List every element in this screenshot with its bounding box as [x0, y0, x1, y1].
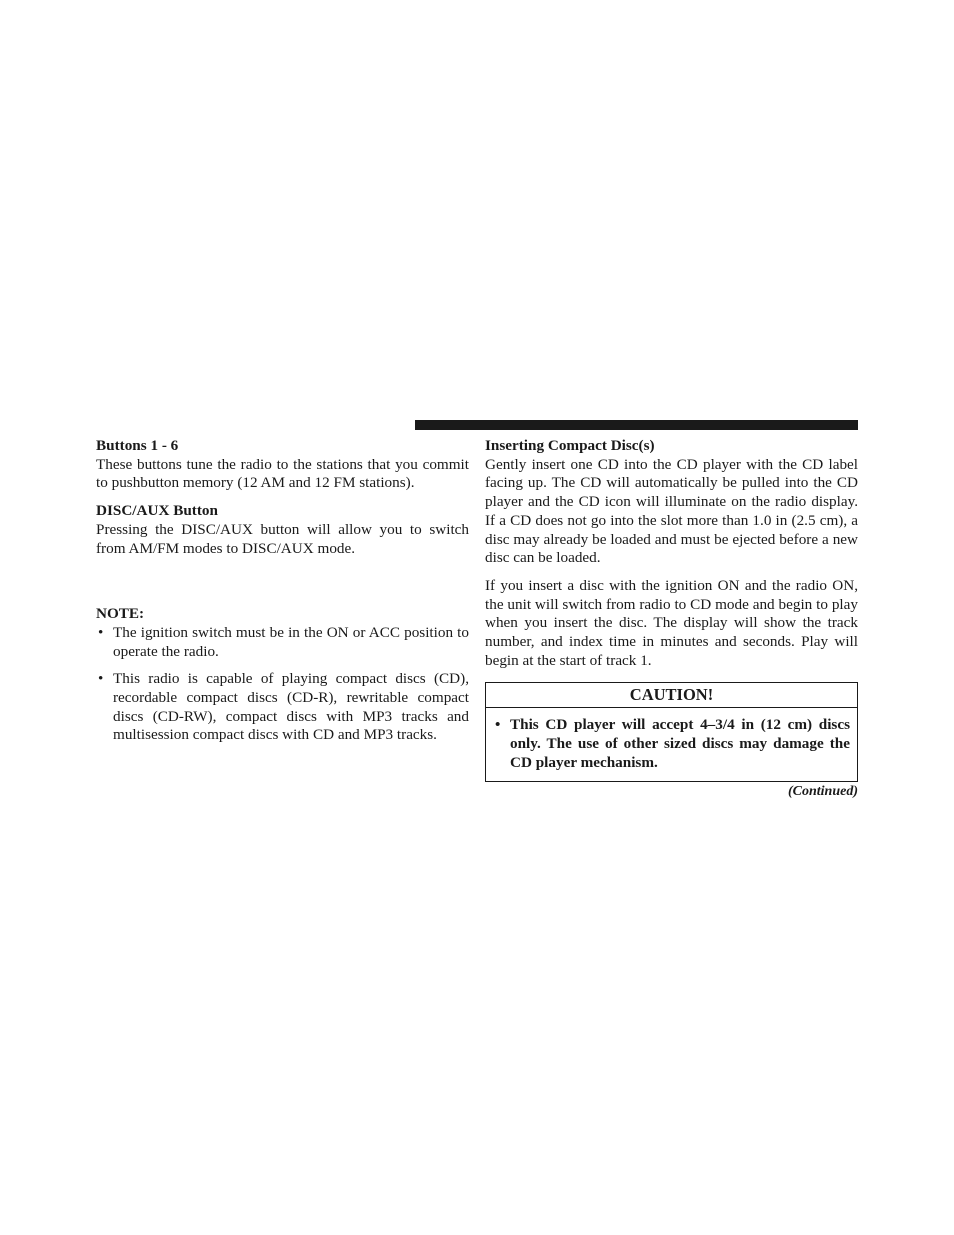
right-column: [485, 437, 858, 801]
note-list: [96, 624, 469, 745]
note-item: [96, 624, 469, 661]
disc-aux-description: Pressing the DISC/AUX button will allow you to switch from AM/FM modes to DISC/AUX mode.: [96, 520, 469, 557]
inserting-heading: Inserting Compact Disc(s): [485, 437, 655, 454]
continued-label: (Continued): [787, 783, 858, 799]
note-item-text: The ignition switch must be in the ON or ACC position to operate the radio.: [113, 623, 469, 660]
note-item-text: This radio is capable of playing compact discs (CD), recordable compact discs (CD-R), rewritable compact discs (CD-RW), compact discs with MP3 tracks and multisession compact discs with CD and MP3 tracks.: [113, 670, 469, 744]
bullet-icon: •: [98, 623, 104, 641]
bullet-icon: •: [98, 670, 104, 688]
buttons-description: These buttons tune the radio to the stations that you commit to pushbutton memory (12 AM and 12 FM stations).: [96, 455, 469, 492]
caution-item: [493, 716, 850, 772]
buttons-heading: Buttons 1 - 6: [96, 437, 179, 454]
caution-item-text: This CD player will accept 4–3/4 in (12 cm) discs only. The use of other sized discs may damage the CD player mechanism.: [510, 716, 850, 771]
note-heading: NOTE:: [96, 605, 145, 623]
caution-body: [486, 708, 857, 780]
left-column: [96, 437, 469, 745]
disc-aux-heading: DISC/AUX Button: [96, 502, 218, 520]
note-item: [96, 670, 469, 745]
caution-title: CAUTION!: [486, 683, 857, 708]
inserting-paragraph-1: Gently insert one CD into the CD player with the CD label facing up. The CD will automatically be pulled into the CD player and the CD icon will illuminate on the radio display. If a CD does not go into the slot more than 1.0 in (2.5 cm), a disc may already be loaded and must be ejected before a new disc can be loaded.: [485, 455, 858, 567]
inserting-paragraph-2: If you insert a disc with the ignition ON and the radio ON, the unit will switch from radio to CD mode and begin to play when you insert the disc. The display will show the track number, and index time in minutes and seconds. Play will begin at the start of track 1.: [485, 576, 858, 669]
section-header-bar: [415, 420, 858, 430]
caution-box: [485, 682, 858, 781]
bullet-icon: •: [495, 716, 501, 734]
